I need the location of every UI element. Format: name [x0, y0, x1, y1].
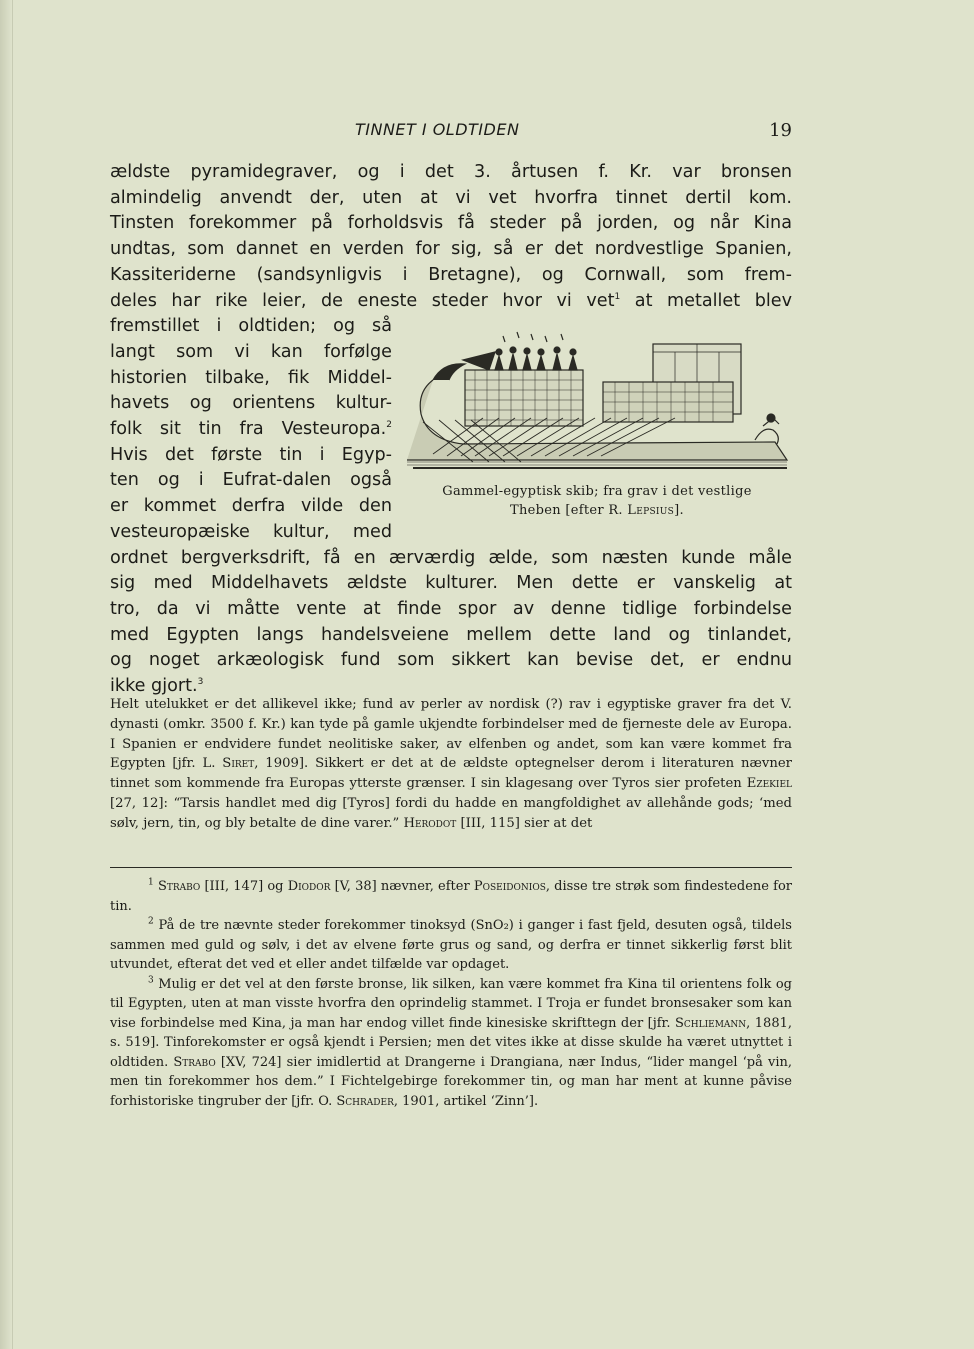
- footnote-marker: 2: [148, 916, 154, 927]
- text-fragment: [III, 115] sier at det: [456, 815, 593, 831]
- text-line: ældste pyramidegraver, og i det 3. årtusen f. Kr. var bronsen: [110, 162, 792, 182]
- author-name: Ezekiel: [746, 776, 792, 792]
- small-print-paragraph: [110, 695, 792, 834]
- text-fragment: På de tre nævnte steder forekommer tinoksyd (SnO₂) i ganger i fast fjeld, desuten også, tildels sammen med guld og sølv, i det av elvene førte grus og sand, og derfra er tinnet sikkerlig først blit utvundet, efterat det ved et eller andet tilfælde var opdaget.: [110, 918, 792, 972]
- text-line: almindelig anvendt der, uten at vi vet hvorfra tinnet dertil kom.: [110, 187, 792, 208]
- text-line: tro, da vi måtte vente at finde spor av denne tidlige forbindelse: [110, 598, 792, 619]
- caption-text: Theben [efter R.: [510, 503, 628, 518]
- caption-line-2: [403, 501, 791, 520]
- text-fragment: , 1909]. Sikkert er det at de ældste optegnelser derom i literaturen nævner tinnet som kommende fra Europas ytterste grænser. I sin klagesang over Tyros sier profeten: [110, 756, 792, 792]
- text-line: sig med Middelhavets ældste kulturer. Men dette er vanskelig at: [110, 573, 792, 594]
- author-name: Schrader: [336, 1093, 394, 1109]
- author-name: Strabo: [157, 879, 201, 894]
- text-fragment: ikke gjort.: [110, 676, 198, 697]
- egyptian-ship-illustration: [403, 322, 791, 472]
- running-title: TINNET I OLDTIDEN: [355, 120, 520, 139]
- caption-line-1: Gammel-egyptisk skib; fra grav i det vestlige: [442, 484, 752, 499]
- text-line: Kassiteriderne (sandsynligvis i Bretagne), og Cornwall, som frem-: [110, 264, 792, 285]
- page-number: 19: [769, 120, 792, 141]
- text-line: og noget arkæologisk fund som sikkert kan bevise det, er endnu: [110, 650, 792, 671]
- footnote-divider: [110, 867, 792, 868]
- text-fragment: at metallet blev: [634, 290, 792, 311]
- text-line: vesteuropæiske kultur, med: [110, 521, 392, 542]
- text-line: Tinsten forekommer på forholdsvis få steder på jorden, og når Kina: [110, 213, 792, 234]
- text-line: langt som vi kan forfølge: [110, 341, 392, 362]
- text-fragment: , disse tre strøk som findestedene for tin.: [110, 879, 792, 914]
- text-fragment: [XV, 724] sier imidlertid at Drangerne i Drangiana, nær Indus, “lider mangel ‘på vin, men tin forekommer hos dem.” I Fichtelgebirge forekommer tin, og man har ment at kunne påvise forhistoriske tingruber der [jfr. O.: [110, 1054, 792, 1109]
- footnote-ref-1: 1: [614, 291, 621, 302]
- steersman: [755, 418, 779, 444]
- author-name: Strabo: [173, 1054, 216, 1070]
- text-line: fremstillet i oldtiden; og så: [110, 316, 392, 337]
- text-fragment: [V, 38] nævner, efter: [330, 879, 474, 894]
- page-header: [110, 120, 792, 144]
- footnote-1: [110, 877, 792, 916]
- caption-author: Lepsius: [627, 503, 675, 518]
- small-print-text: [110, 695, 792, 834]
- author-name: Poseidonios: [473, 879, 546, 894]
- text-line: undtas, som dannet en verden for sig, så er det nordvestlige Spanien,: [110, 239, 792, 260]
- text-fragment: , 1881, s. 519]. Tinforekomster er også kjendt i Persien; men det vites ikke at disse skulde ha været utnyttet i oldtiden.: [110, 1015, 792, 1070]
- text-fragment: folk sit tin fra Vesteuropa.: [110, 419, 387, 440]
- ship-cabin: [465, 370, 583, 426]
- text-line: er kommet derfra vilde den: [110, 496, 392, 517]
- deck-figures: [495, 332, 577, 370]
- footnote-marker: 1: [148, 877, 154, 888]
- footnotes: [110, 877, 792, 1111]
- text-line: havets og orientens kultur-: [110, 393, 392, 414]
- text-fragment: deles har rike leier, de eneste steder hvor vi vet: [110, 290, 615, 311]
- author-name: Herodot: [403, 815, 457, 831]
- text-fragment: Mulig er det vel at den første bronse, lik silken, kan være kommet fra Kina til orientens folk og til Egypten, uten at man visste hvorfra den oprindelig stammet. I Troja er fundet bronsesaker som kan vise forbindelse med Kina, ja man har endog villet finde kinesiske skrifttegn der [jfr.: [110, 976, 792, 1031]
- text-fragment: , 1901, artikel ‘Zinn’].: [393, 1093, 539, 1109]
- footnote-ref-3: 3: [197, 677, 204, 688]
- text-line: [110, 289, 792, 315]
- text-line: ordnet bergverksdrift, få en ærværdig ælde, som næsten kunde måle: [110, 547, 792, 568]
- author-name: Schliemann: [674, 1015, 747, 1031]
- text-fragment: [27, 12]: “Tarsis handlet med dig [Tyros] fordi du hadde en mangfoldighet av allehånde gods; ‘med sølv, jern, tin, og bly betalte de dine varer.”: [110, 795, 792, 831]
- footnote-2: [110, 916, 792, 975]
- ship-prow: [433, 364, 465, 380]
- author-name: Siret: [222, 756, 255, 772]
- footnote-marker: 3: [148, 975, 154, 986]
- text-fragment: Helt utelukket er det allikevel ikke; fund av perler av nordisk (?) rav i egyptiske graver fra det V. dynasti (omkr. 3500 f. Kr.) kan tyde på gamle ukjendte forbindelser med de fjerneste dele av Europa. I Spanien er endvidere fundet neolitiske saker, av elfenben og andet, som kan være kommet fra Egypten [jfr. L.: [110, 697, 792, 772]
- footnote-ref-2: 2: [386, 420, 392, 431]
- text-line: historien tilbake, fik Middel-: [110, 367, 392, 388]
- author-name: Diodor: [287, 879, 331, 894]
- text-line: med Egypten langs handelsveiene mellem dette land og tinlandet,: [110, 624, 792, 645]
- text-line: Hvis det første tin i Egyp-: [110, 444, 392, 465]
- text-line: [110, 417, 392, 443]
- text-line: ten og i Eufrat-dalen også: [110, 470, 392, 491]
- footnote-3: [110, 975, 792, 1112]
- caption-text: ].: [674, 503, 684, 518]
- text-fragment: [III, 147] og: [200, 879, 288, 894]
- page-edge: [0, 0, 13, 1349]
- figure-caption: [403, 482, 791, 520]
